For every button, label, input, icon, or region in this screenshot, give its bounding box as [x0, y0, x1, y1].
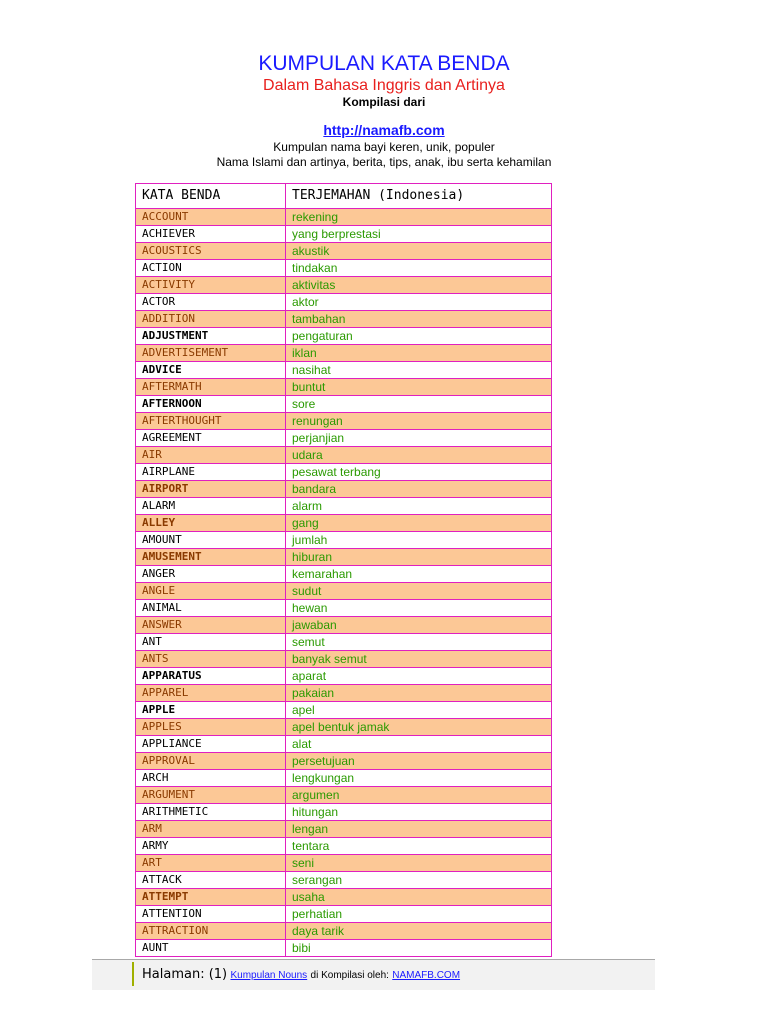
noun-english: ADVICE — [136, 362, 286, 379]
noun-translation: usaha — [286, 889, 552, 906]
noun-translation: bibi — [286, 940, 552, 957]
noun-english: APPROVAL — [136, 753, 286, 770]
noun-translation: aktivitas — [286, 277, 552, 294]
page-footer — [92, 959, 655, 990]
table-row — [136, 770, 552, 787]
noun-english: ARGUMENT — [136, 787, 286, 804]
noun-english: ALARM — [136, 498, 286, 515]
table-row — [136, 481, 552, 498]
footer-text — [142, 967, 460, 982]
noun-translation: pesawat terbang — [286, 464, 552, 481]
noun-translation: gang — [286, 515, 552, 532]
footer-divider — [132, 962, 134, 986]
noun-english: ANIMAL — [136, 600, 286, 617]
noun-translation: perjanjian — [286, 430, 552, 447]
noun-translation: kemarahan — [286, 566, 552, 583]
noun-english: ATTACK — [136, 872, 286, 889]
table-row — [136, 753, 552, 770]
noun-translation: renungan — [286, 413, 552, 430]
table-row — [136, 804, 552, 821]
noun-english: ACCOUNT — [136, 209, 286, 226]
noun-translation: hitungan — [286, 804, 552, 821]
noun-english: ANGER — [136, 566, 286, 583]
table-row — [136, 787, 552, 804]
noun-translation: tambahan — [286, 311, 552, 328]
noun-english: ARCH — [136, 770, 286, 787]
table-row — [136, 617, 552, 634]
table-row — [136, 532, 552, 549]
noun-english: ATTRACTION — [136, 923, 286, 940]
footer-page-label: Halaman: (1) — [142, 967, 228, 982]
noun-translation: semut — [286, 634, 552, 651]
noun-translation: pengaturan — [286, 328, 552, 345]
table-row — [136, 872, 552, 889]
noun-translation: tentara — [286, 838, 552, 855]
description-line-2: Nama Islami dan artinya, berita, tips, anak, ibu serta kehamilan — [216, 155, 552, 169]
table-row — [136, 685, 552, 702]
noun-translation: seni — [286, 855, 552, 872]
noun-english: ACOUSTICS — [136, 243, 286, 260]
noun-translation: jumlah — [286, 532, 552, 549]
noun-translation: aktor — [286, 294, 552, 311]
noun-translation: tindakan — [286, 260, 552, 277]
noun-english: ANGLE — [136, 583, 286, 600]
noun-english: APPLIANCE — [136, 736, 286, 753]
noun-english: ART — [136, 855, 286, 872]
table-row — [136, 634, 552, 651]
noun-translation: akustik — [286, 243, 552, 260]
table-body — [136, 209, 552, 957]
noun-english: APPAREL — [136, 685, 286, 702]
noun-translation: argumen — [286, 787, 552, 804]
noun-translation: udara — [286, 447, 552, 464]
noun-translation: nasihat — [286, 362, 552, 379]
table-row — [136, 600, 552, 617]
noun-translation: rekening — [286, 209, 552, 226]
noun-translation: perhatian — [286, 906, 552, 923]
noun-translation: banyak semut — [286, 651, 552, 668]
noun-translation: pakaian — [286, 685, 552, 702]
noun-english: ANSWER — [136, 617, 286, 634]
noun-translation: aparat — [286, 668, 552, 685]
noun-translation: alat — [286, 736, 552, 753]
noun-translation: iklan — [286, 345, 552, 362]
noun-english: ADDITION — [136, 311, 286, 328]
page-title: KUMPULAN KATA BENDA — [258, 52, 510, 75]
table-row — [136, 906, 552, 923]
noun-english: APPLE — [136, 702, 286, 719]
noun-english: AFTERTHOUGHT — [136, 413, 286, 430]
noun-translation: hiburan — [286, 549, 552, 566]
table-row — [136, 889, 552, 906]
noun-english: ACHIEVER — [136, 226, 286, 243]
table-row — [136, 719, 552, 736]
noun-english: ARITHMETIC — [136, 804, 286, 821]
noun-english: AMUSEMENT — [136, 549, 286, 566]
noun-translation: serangan — [286, 872, 552, 889]
footer-compiled-text: di Kompilasi oleh: — [310, 970, 389, 981]
table-row — [136, 209, 552, 226]
table-row — [136, 736, 552, 753]
noun-english: ACTION — [136, 260, 286, 277]
noun-english: ATTENTION — [136, 906, 286, 923]
noun-english: APPLES — [136, 719, 286, 736]
noun-english: ARM — [136, 821, 286, 838]
table-row — [136, 923, 552, 940]
noun-english: ANT — [136, 634, 286, 651]
website-link[interactable]: http://namafb.com — [323, 122, 445, 138]
table-row — [136, 702, 552, 719]
table-row — [136, 345, 552, 362]
noun-english: ARMY — [136, 838, 286, 855]
table-row — [136, 838, 552, 855]
table-row — [136, 515, 552, 532]
noun-translation: bandara — [286, 481, 552, 498]
noun-translation: buntut — [286, 379, 552, 396]
table-row — [136, 430, 552, 447]
noun-english: ADVERTISEMENT — [136, 345, 286, 362]
footer-nouns-link[interactable]: Kumpulan Nouns — [230, 970, 308, 981]
noun-english: AIRPLANE — [136, 464, 286, 481]
noun-translation: apel bentuk jamak — [286, 719, 552, 736]
noun-translation: sudut — [286, 583, 552, 600]
page-subtitle: Dalam Bahasa Inggris dan Artinya — [263, 77, 505, 94]
description-line-1: Kumpulan nama bayi keren, unik, populer — [273, 140, 495, 154]
noun-english: ALLEY — [136, 515, 286, 532]
noun-english: ADJUSTMENT — [136, 328, 286, 345]
noun-english: ACTIVITY — [136, 277, 286, 294]
table-row — [136, 940, 552, 957]
noun-translation: persetujuan — [286, 753, 552, 770]
table-row — [136, 328, 552, 345]
footer-site-link[interactable]: NAMAFB.COM — [392, 970, 461, 981]
noun-english: AFTERNOON — [136, 396, 286, 413]
table-row — [136, 583, 552, 600]
table-row — [136, 311, 552, 328]
table-row — [136, 379, 552, 396]
noun-translation: alarm — [286, 498, 552, 515]
header-terjemahan: TERJEMAHAN (Indonesia) — [286, 184, 552, 209]
table-row — [136, 464, 552, 481]
noun-translation: hewan — [286, 600, 552, 617]
table-row — [136, 447, 552, 464]
table-row — [136, 260, 552, 277]
noun-translation: apel — [286, 702, 552, 719]
header-kata-benda: KATA BENDA — [136, 184, 286, 209]
noun-translation: jawaban — [286, 617, 552, 634]
table-row — [136, 413, 552, 430]
noun-translation: lengan — [286, 821, 552, 838]
table-row — [136, 396, 552, 413]
noun-english: ANTS — [136, 651, 286, 668]
noun-english: AIR — [136, 447, 286, 464]
table-header-row — [136, 184, 552, 209]
noun-translation: yang berprestasi — [286, 226, 552, 243]
noun-english: AFTERMATH — [136, 379, 286, 396]
noun-english: ACTOR — [136, 294, 286, 311]
noun-translation: lengkungan — [286, 770, 552, 787]
table-row — [136, 821, 552, 838]
noun-english: AIRPORT — [136, 481, 286, 498]
noun-english: AGREEMENT — [136, 430, 286, 447]
noun-english: AMOUNT — [136, 532, 286, 549]
table-row — [136, 668, 552, 685]
table-row — [136, 498, 552, 515]
table-row — [136, 362, 552, 379]
noun-english: AUNT — [136, 940, 286, 957]
table-row — [136, 855, 552, 872]
nouns-table — [135, 183, 552, 957]
table-row — [136, 566, 552, 583]
noun-translation: daya tarik — [286, 923, 552, 940]
noun-translation: sore — [286, 396, 552, 413]
table-row — [136, 294, 552, 311]
table-row — [136, 277, 552, 294]
table-row — [136, 549, 552, 566]
compiled-by-label: Kompilasi dari — [342, 95, 426, 109]
table-row — [136, 226, 552, 243]
table-row — [136, 243, 552, 260]
noun-english: ATTEMPT — [136, 889, 286, 906]
table-row — [136, 651, 552, 668]
noun-english: APPARATUS — [136, 668, 286, 685]
